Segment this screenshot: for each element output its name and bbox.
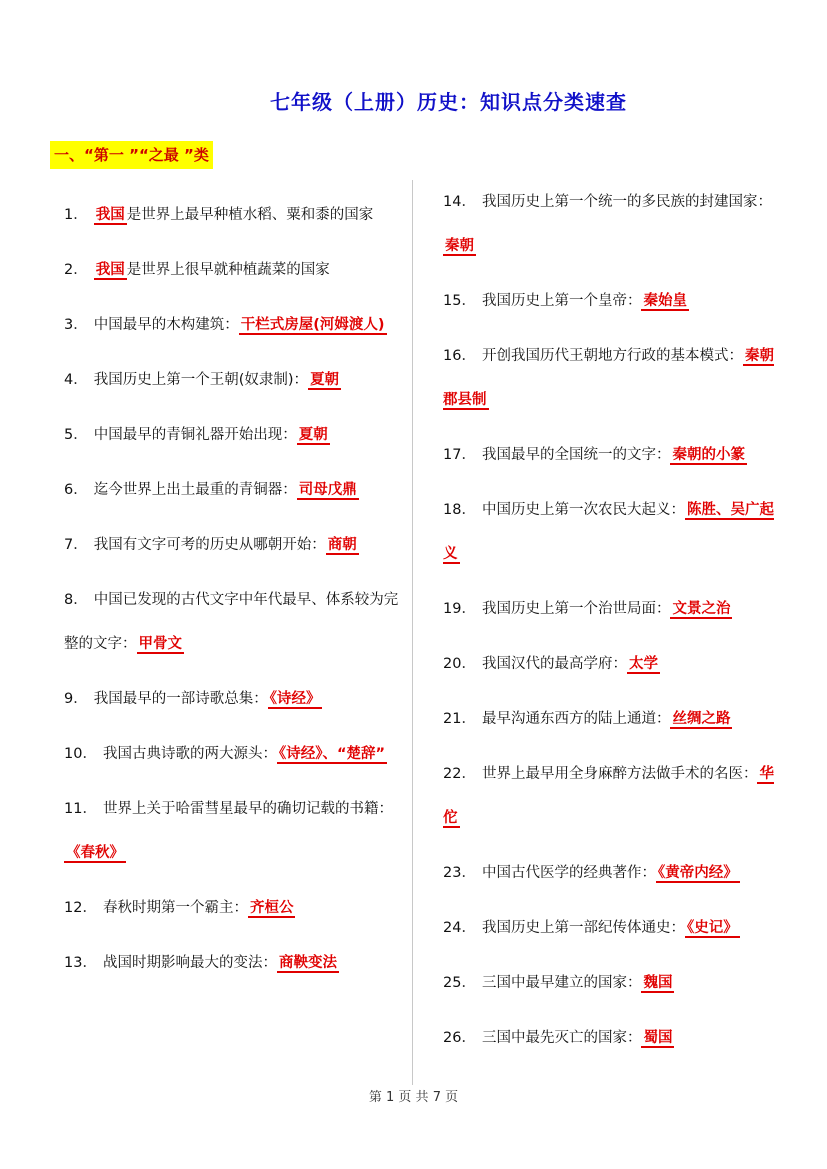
list-item: 8． 中国已发现的古代文字中年代最早、体系较为完整的文字： 甲骨文 (64, 592, 399, 652)
list-item: 25． 三国中最早建立的国家： 魏国 (443, 975, 673, 991)
list-item: 11． 世界上关于哈雷彗星最早的确切记载的书籍：《春秋》 (64, 801, 393, 861)
list-item: 14． 我国历史上第一个统一的多民族的封建国家：秦朝 (443, 194, 772, 254)
list-item: 5． 中国最早的青铜礼器开始出现： 夏朝 (64, 427, 328, 443)
right-column (443, 180, 783, 1071)
list-item: 12． 春秋时期第一个霸主： 齐桓公 (64, 900, 294, 916)
list-item: 20． 我国汉代的最高学府： 太学 (443, 656, 658, 672)
list-item: 17． 我国最早的全国统一的文字： 秦朝的小篆 (443, 447, 745, 463)
list-item: 24． 我国历史上第一部纪传体通史： 《史记》 (443, 920, 738, 936)
list-item: 22． 世界上最早用全身麻醉方法做手术的名医： 华佗 (443, 766, 774, 826)
list-item: 4． 我国历史上第一个王朝(奴隶制)： 夏朝 (64, 372, 340, 388)
list-item: 1． 我国 是世界上最早种植水稻、粟和黍的国家 (64, 207, 374, 223)
list-item: 18． 中国历史上第一次农民大起义： 陈胜、吴广起义 (443, 502, 774, 562)
section-heading: 一、“第一 ”“之最 ”类 (50, 141, 213, 169)
list-item: 7． 我国有文字可考的历史从哪朝开始： 商朝 (64, 537, 357, 553)
list-item: 13． 战国时期影响最大的变法： 商鞅变法 (64, 955, 337, 971)
page-footer: 第 1 页 共 7 页 (368, 1090, 459, 1105)
list-item: 3． 中国最早的木构建筑： 干栏式房屋(河姆渡人) (64, 317, 385, 333)
list-item: 2． 我国 是世界上很早就种植蔬菜的国家 (64, 262, 330, 278)
list-item: 10． 我国古典诗歌的两大源头： 《诗经》、“楚辞” (64, 746, 386, 762)
list-item: 15． 我国历史上第一个皇帝： 秦始皇 (443, 293, 687, 309)
page-title: 七年级（上册）历史：知识点分类速查 (270, 90, 627, 114)
list-item: 23． 中国古代医学的经典著作： 《黄帝内经》 (443, 865, 738, 881)
left-column (64, 193, 404, 996)
list-item: 6． 迄今世界上出土最重的青铜器： 司母戊鼎 (64, 482, 357, 498)
list-item: 16． 开创我国历代王朝地方行政的基本模式： 秦朝郡县制 (443, 348, 774, 408)
list-item: 9． 我国最早的一部诗歌总集： 《诗经》 (64, 691, 321, 707)
list-item: 21． 最早沟通东西方的陆上通道： 丝绸之路 (443, 711, 731, 727)
list-item: 19． 我国历史上第一个治世局面： 文景之治 (443, 601, 731, 617)
list-item: 26． 三国中最先灭亡的国家： 蜀国 (443, 1030, 673, 1046)
column-divider (412, 180, 413, 1085)
